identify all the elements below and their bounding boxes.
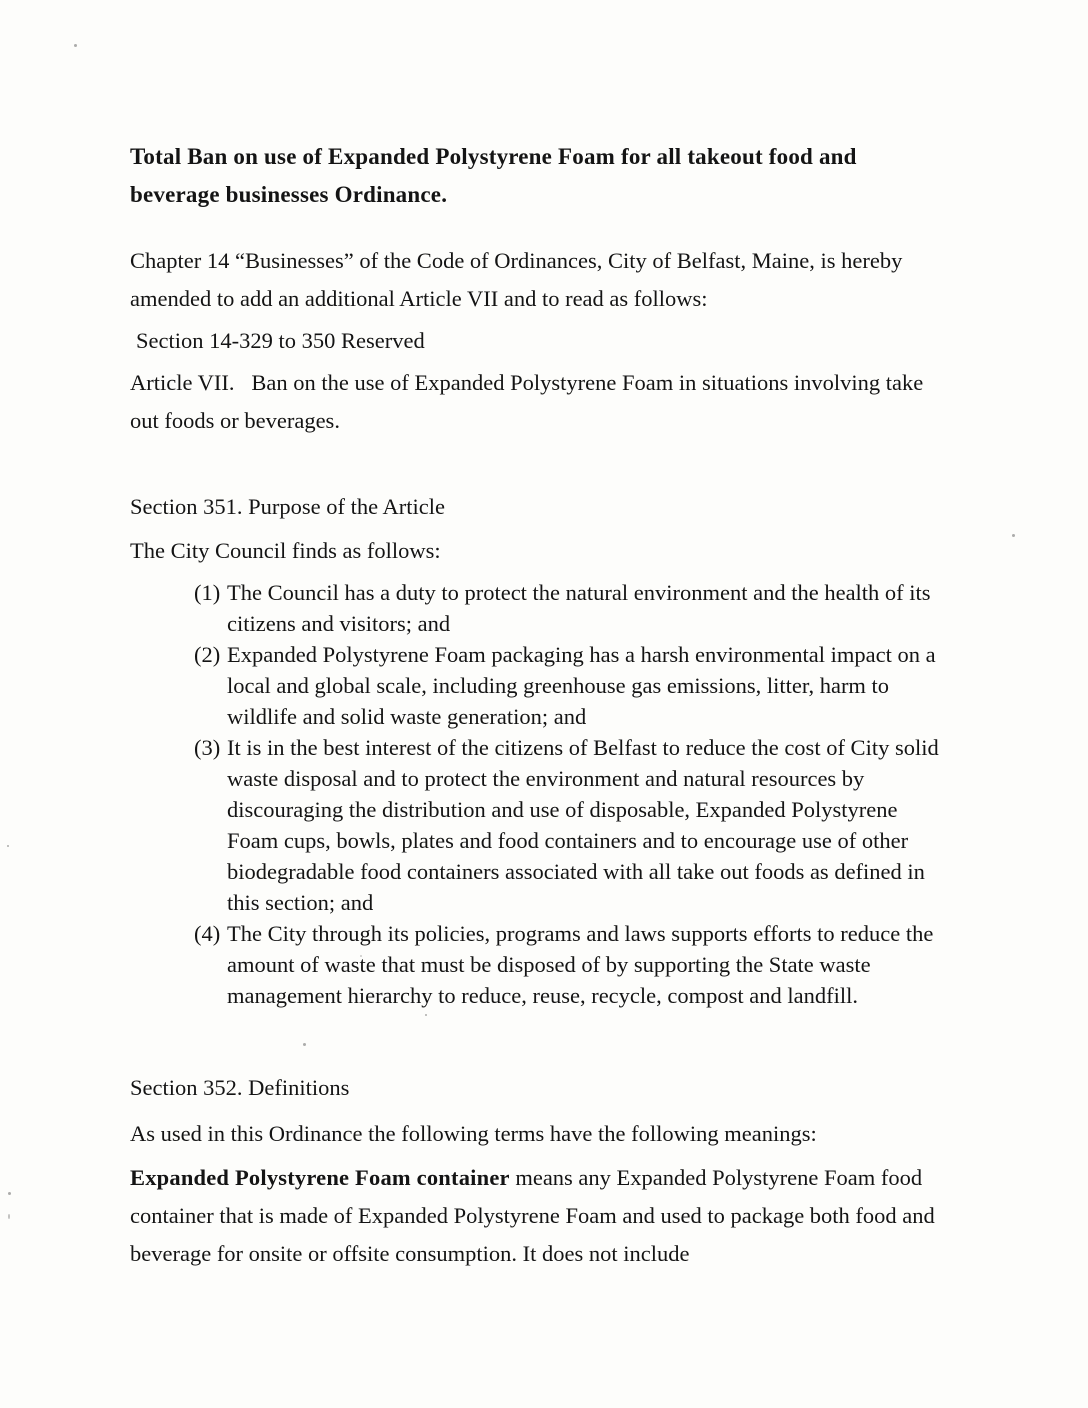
scan-speck: [425, 1014, 427, 1016]
section-352-lead: As used in this Ordinance the following terms have the following meanings:: [130, 1121, 817, 1146]
list-item-number: (2): [194, 642, 221, 667]
list-item-text: It is in the best interest of the citizens of Belfast to reduce the cost of City solid waste disposal and to protect the environment and natural resources by discouraging the distribution and use of disposable, Expanded Polystyrene Foam cups, bowls, plates and food containers and to encourage use of other biodegradable food containers associated with all take out foods as defined in this section; and: [227, 735, 939, 915]
definition-body: means any Expanded Polystyrene Foam food container that is made of Expanded Polystyrene Foam and used to package both food and beverage for onsite or offsite consumption. It does not include: [130, 1165, 935, 1266]
list-item-text: Expanded Polystyrene Foam packaging has a harsh environmental impact on a local and global scale, including greenhouse gas emissions, litter, harm to wildlife and solid waste generation; and: [227, 642, 936, 729]
findings-list: [194, 577, 952, 1011]
list-item-number: (1): [194, 580, 221, 605]
scan-speck: [8, 1192, 11, 1195]
list-item: [194, 918, 952, 1011]
list-item-text: The City through its policies, programs and laws supports efforts to reduce the amount of waste that must be disposed of by supporting the State waste management hierarchy to reduce, reuse, recycle, compost and landfill.: [227, 921, 934, 1008]
section-352-heading: Section 352. Definitions: [130, 1075, 350, 1100]
definition-term: Expanded Polystyrene Foam container: [130, 1165, 510, 1190]
list-item-number: (3): [194, 735, 221, 760]
list-item-text: The Council has a duty to protect the natural environment and the health of its citizens and visitors; and: [227, 580, 931, 636]
intro-paragraph: Chapter 14 “Businesses” of the Code of Ordinances, City of Belfast, Maine, is hereby amended to add an additional Article VII and to read as follows:: [130, 248, 903, 311]
definition-paragraph: [130, 1159, 952, 1273]
list-item: [194, 639, 952, 732]
reserved-sections-line: Section 14-329 to 350 Reserved: [136, 328, 425, 353]
scan-speck: [8, 1214, 10, 1219]
list-item: [194, 577, 952, 639]
list-item-number: (4): [194, 921, 221, 946]
scan-speck: [7, 845, 9, 847]
scan-speck: [1012, 534, 1015, 537]
list-item: [194, 732, 952, 918]
article-vii-heading: Article VII. Ban on the use of Expanded Polystyrene Foam in situations involving take out foods or beverages.: [130, 370, 929, 433]
scan-speck: [303, 1043, 306, 1046]
section-351-lead: The City Council finds as follows:: [130, 538, 441, 563]
section-351-heading: Section 351. Purpose of the Article: [130, 494, 445, 519]
scan-speck: [74, 44, 77, 47]
document-title: Total Ban on use of Expanded Polystyrene Foam for all takeout food and beverage businesses Ordinance.: [130, 144, 857, 207]
